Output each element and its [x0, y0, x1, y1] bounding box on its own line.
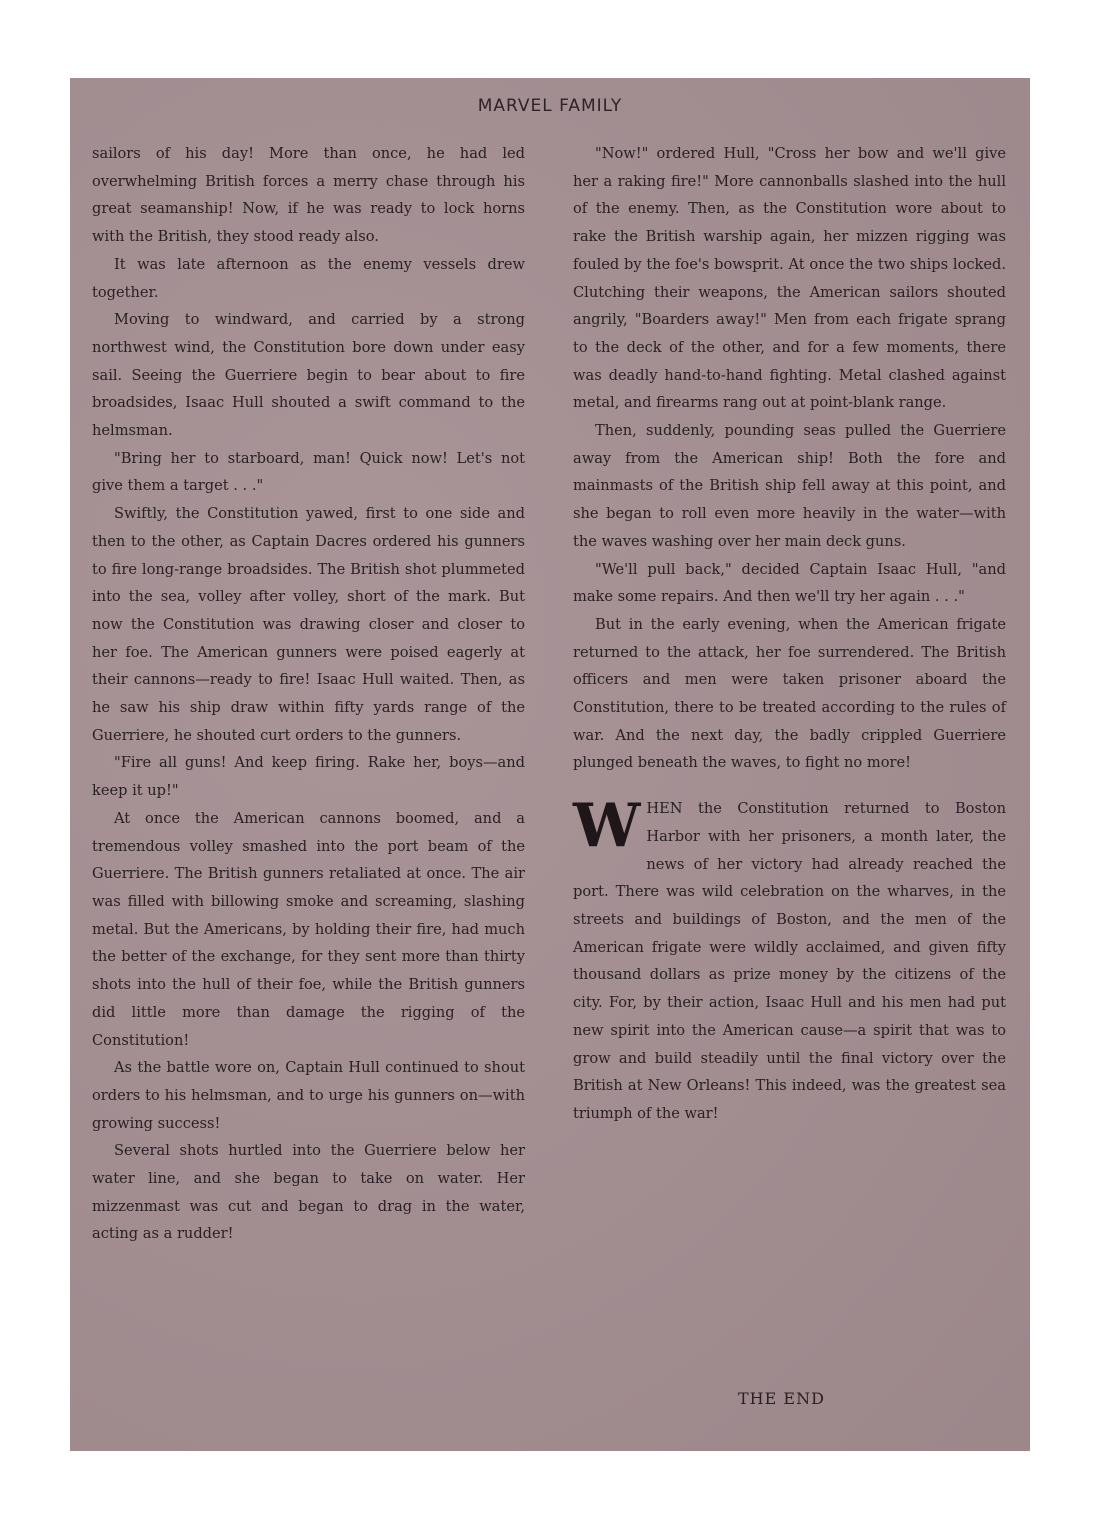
final-paragraph-text: HEN the Constitution returned to Boston Harbor with her prisoners, a month later, the news of her victory had already reached the port. There was wild celebration on the wharves, in the streets and buildings of Boston, and the men of the American frigate were wildly acclaimed, and given fifty thousand dollars as prize money by the citizens of the city. For, by their action, Isaac Hull and his men had put new spirit into the American cause—a spirit that was to grow and build steadily until the final victory over the British at New Orleans! This indeed, was the greatest sea triumph of the war! — [573, 800, 1006, 1122]
paragraph: At once the American cannons boomed, and a tremendous volley smashed into the port beam of the Guerriere. The British gunners retaliated at once. The air was filled with billowing smoke and screaming, slashing metal. But the Americans, by holding their fire, had much the better of the exchange, for they sent more than thirty shots into the hull of their foe, while the British gunners did little more than damage the rigging of the Constitution! — [92, 809, 525, 1049]
paragraph: Moving to windward, and carried by a strong northwest wind, the Constitution bore down under easy sail. Seeing the Guerriere begin to bear about to fire broadsides, Isaac Hull shouted a swift command to the helmsman. — [92, 311, 525, 440]
left-column — [92, 140, 525, 1248]
the-end-label: THE END — [738, 1389, 825, 1408]
drop-cap: W — [573, 791, 641, 862]
paragraph: Then, suddenly, pounding seas pulled the Guerriere away from the American ship! Both the fore and mainmasts of the British ship fell away at this point, and she began to roll even more heavily in the water—with the waves washing over her main deck guns. — [573, 422, 1006, 550]
paragraph: "Fire all guns! And keep firing. Rake her, boys—and keep it up!" — [92, 754, 525, 800]
right-column — [573, 140, 1006, 1128]
paragraph: "Now!" ordered Hull, "Cross her bow and we'll give her a raking fire!" More cannonballs slashed into the hull of the enemy. Then, as the Constitution wore about to rake the British warship again, her mizzen rigging was fouled by the foe's bowsprit. At once the two ships locked. Clutching their weapons, the American sailors shouted angrily, "Boarders away!" Men from each frigate sprang to the deck of the other, and for a few moments, there was deadly hand-to-hand fighting. Metal clashed against metal, and firearms rang out at point-blank range. — [573, 145, 1006, 412]
paragraph: Several shots hurtled into the Guerriere below her water line, and she began to take on water. Her mizzenmast was cut and began to drag in the water, acting as a rudder! — [92, 1142, 525, 1243]
final-paragraph — [573, 791, 1006, 1127]
paragraph: It was late afternoon as the enemy vessels drew together. — [92, 255, 525, 301]
paragraph: "Bring her to starboard, man! Quick now! Let's not give them a target . . ." — [92, 449, 525, 495]
paragraph: "We'll pull back," decided Captain Isaac Hull, "and make some repairs. And then we'll try her again . . ." — [573, 560, 1006, 606]
paragraph: Swiftly, the Constitution yawed, first to one side and then to the other, as Captain Dacres ordered his gunners to fire long-range broadsides. The British shot plummeted into the sea, volley after volley, short of the mark. But now the Constitution was drawing closer and closer to her foe. The American gunners were poised eagerly at their cannons—ready to fire! Isaac Hull waited. Then, as he saw his ship draw within fifty yards range of the Guerriere, he shouted curt orders to the gunners. — [92, 505, 525, 744]
page-header: MARVEL FAMILY — [477, 96, 623, 116]
paragraph: As the battle wore on, Captain Hull continued to shout orders to his helmsman, and to urge his gunners on—with growing success! — [92, 1059, 525, 1132]
magazine-page — [70, 78, 1030, 1451]
paragraph: But in the early evening, when the American frigate returned to the attack, her foe surrendered. The British officers and men were taken prisoner aboard the Constitution, there to be treated according to the rules of war. And the next day, the badly crippled Guerriere plunged beneath the waves, to fight no more! — [573, 615, 1006, 772]
paragraph: sailors of his day! More than once, he had led overwhelming British forces a merry chase through his great seamanship! Now, if he was ready to lock horns with the British, they stood ready also. — [92, 145, 525, 246]
